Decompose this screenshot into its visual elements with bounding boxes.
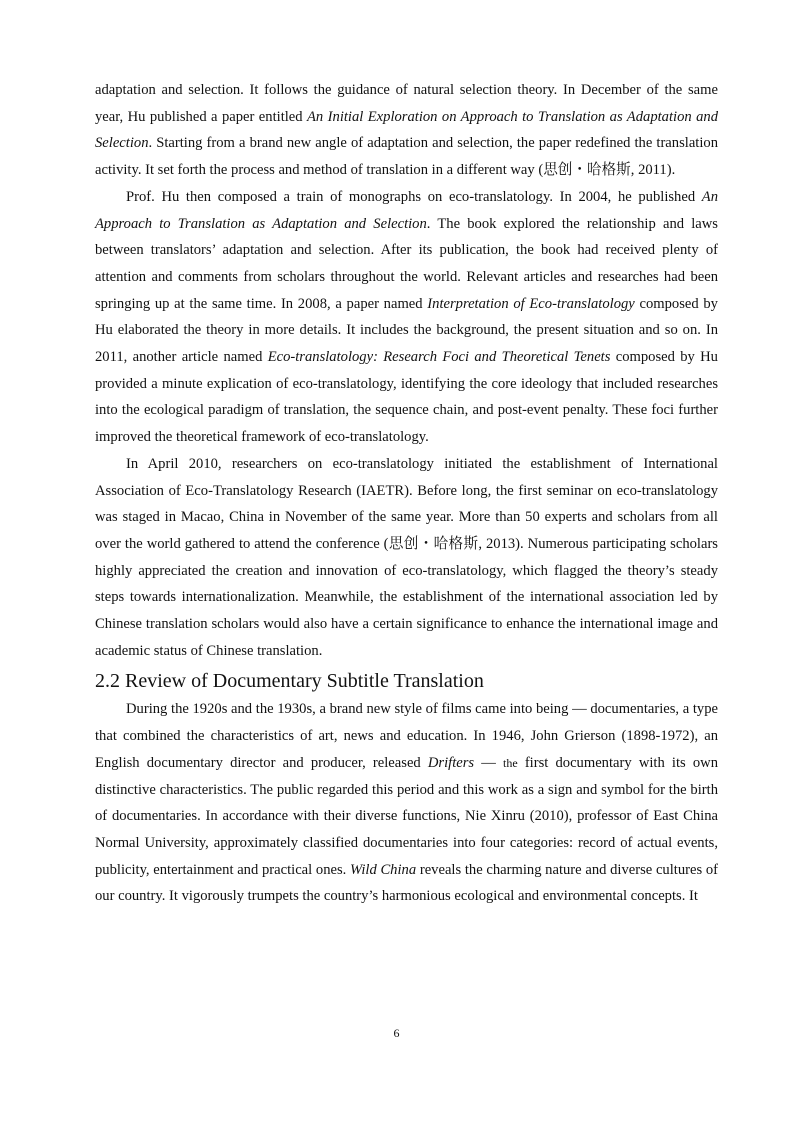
paragraph-1 xyxy=(95,77,718,184)
text-run: composed by Hu provided a minute explication of eco-translatology, identifying the core ideology that included researches into the ecological paradigm of translation, the sequence chain, and post-event penalty. These foci further improved the theoretical framework of eco-translatology. xyxy=(95,349,718,446)
text-run: Prof. Hu then composed a train of monographs on eco-translatology. In 2004, he published xyxy=(126,188,702,205)
text-run-small: the xyxy=(503,755,518,770)
film-title: Drifters xyxy=(427,754,475,771)
page-body xyxy=(95,77,718,910)
section-heading: 2.2 Review of Documentary Subtitle Translation xyxy=(95,670,484,693)
text-run: — xyxy=(474,754,503,771)
text-run: In April 2010, researchers on eco-translatology initiated the establishment of International Association of Eco-Translatology Research (IAETR). Before long, the first seminar on eco-translatology was staged in Macao, China in November of the same year. More than 50 experts and scholars from all over the world gathered to attend the conference (思创・哈格斯, 2013). Numerous participating scholars highly appreciated the creation and innovation of eco-translatology, which flagged the theory’s steady steps towards internationalization. Meanwhile, the establishment of the international association led by Chinese translation scholars would also have a certain significance to enhance the international image and academic status of Chinese translation. xyxy=(95,455,718,659)
page-number: 6 xyxy=(393,1026,400,1040)
film-title: Wild China xyxy=(350,861,417,878)
text-run: reveals the charming nature and diverse cultures of our country. It vigorously trumpets the country’s harmonious ecological and environmental concepts. It xyxy=(95,861,718,905)
text-run: . The book explored the relationship and laws between translators’ adaptation and selection. After its publication, the book had received plenty of attention and comments from scholars throughout the world. Relevant articles and researches had been springing up at the same time. In 2008, a paper named xyxy=(95,215,718,312)
text-run: During the 1920s and the 1930s, a brand new style of films came into being — documentaries, a type that combined the characteristics of art, news and education. In 1946, John Grierson (1898-1972), an English documentary director and producer, released xyxy=(95,701,718,771)
paper-title: Interpretation of Eco-translatology xyxy=(427,295,635,312)
text-run: . Starting from a brand new angle of adaptation and selection, the paper redefined the translation activity. It set forth the process and method of translation in a different way (思创・哈格斯, 2011). xyxy=(95,135,718,179)
paragraph-2 xyxy=(95,184,718,451)
article-title: Eco-translatology: Research Foci and Theoretical Tenets xyxy=(267,349,611,366)
text-run: first documentary with its own distinctive characteristics. The public regarded this period and this work as a sign and symbol for the birth of documentaries. In accordance with their diverse functions, Nie Xinru (2010), professor of East China Normal University, approximately classified documentaries into four categories: record of actual events, publicity, entertainment and practical ones. xyxy=(95,754,718,878)
paper-title: An Initial Exploration on Approach to Translation as Adaptation and Selection xyxy=(95,108,718,152)
paragraph-4 xyxy=(95,696,718,910)
text-run: adaptation and selection. It follows the guidance of natural selection theory. In December of the same year, Hu published a paper entitled xyxy=(95,82,718,125)
text-run: composed by Hu elaborated the theory in more details. It includes the background, the present situation and so on. In 2011, another article named xyxy=(95,295,718,366)
paragraph-3 xyxy=(95,451,718,665)
book-title: An Approach to Translation as Adaptation and Selection xyxy=(95,188,718,232)
